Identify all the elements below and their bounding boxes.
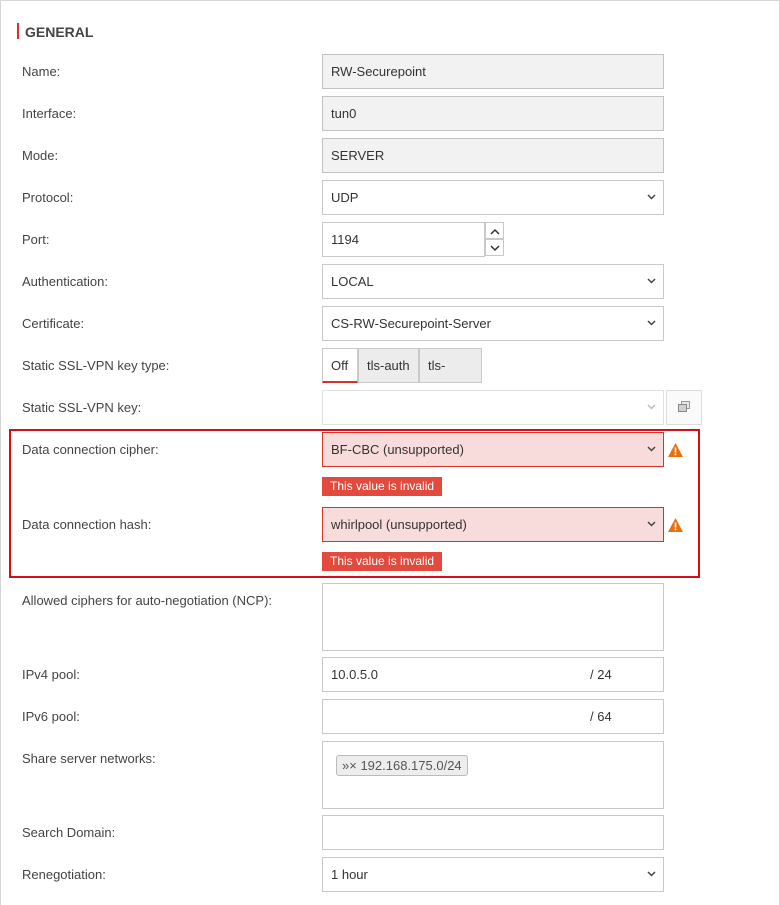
authentication-value: LOCAL: [331, 274, 374, 289]
section-title: GENERAL: [17, 23, 93, 39]
interface-field[interactable]: tun0: [322, 96, 664, 131]
ipv4-prefix-length[interactable]: / 24: [590, 667, 612, 682]
port-input[interactable]: 1194: [322, 222, 485, 257]
renegotiation-label: Renegotiation:: [22, 867, 106, 882]
cipher-value: BF-CBC (unsupported): [331, 442, 464, 457]
chevron-down-icon: [647, 858, 656, 891]
chevron-down-icon: [647, 508, 656, 541]
warning-icon: [667, 517, 684, 533]
chevron-down-icon: [647, 265, 656, 298]
copy-key-button[interactable]: [666, 390, 702, 425]
ipv6-pool-input[interactable]: [322, 699, 664, 734]
ncp-field[interactable]: [322, 583, 664, 651]
chevron-down-icon: [647, 307, 656, 340]
interface-label: Interface:: [22, 106, 77, 121]
ipv6-pool-label: IPv6 pool:: [22, 709, 80, 724]
cipher-select[interactable]: [322, 432, 664, 467]
share-networks-label: Share server networks:: [22, 751, 156, 766]
renegotiation-value: 1 hour: [331, 867, 368, 882]
hash-select[interactable]: [322, 507, 664, 542]
ipv6-prefix-length[interactable]: / 64: [590, 709, 612, 724]
key-type-tls-auth-button[interactable]: tls-auth: [358, 348, 419, 383]
renegotiation-select[interactable]: [322, 857, 664, 892]
certificate-value: CS-RW-Securepoint-Server: [331, 316, 491, 331]
hash-value: whirlpool (unsupported): [331, 517, 467, 532]
certificate-label: Certificate:: [22, 316, 85, 331]
port-label: Port:: [22, 232, 50, 247]
port-decrement-button[interactable]: [485, 239, 504, 256]
static-key-label: Static SSL-VPN key:: [22, 400, 142, 415]
authentication-select[interactable]: [322, 264, 664, 299]
static-key-select[interactable]: [322, 390, 664, 425]
name-label: Name:: [22, 64, 61, 79]
chevron-down-icon: [647, 391, 656, 424]
ipv4-pool-label: IPv4 pool:: [22, 667, 80, 682]
chevron-down-icon: [490, 240, 500, 255]
tag-remove-icon[interactable]: »×: [342, 758, 357, 773]
chevron-down-icon: [647, 433, 656, 466]
port-increment-button[interactable]: [485, 222, 504, 239]
ncp-label: Allowed ciphers for auto-negotiation (NCP):: [22, 593, 273, 608]
protocol-select[interactable]: [322, 180, 664, 215]
search-domain-label: Search Domain:: [22, 825, 116, 840]
chevron-up-icon: [490, 223, 500, 238]
ipv4-pool-input[interactable]: 10.0.5.0: [322, 657, 664, 692]
hash-error-badge: This value is invalid: [322, 552, 442, 571]
name-field[interactable]: RW-Securepoint: [322, 54, 664, 89]
chevron-down-icon: [647, 181, 656, 214]
search-domain-input[interactable]: [322, 815, 664, 850]
certificate-select[interactable]: [322, 306, 664, 341]
network-tag[interactable]: [336, 755, 468, 776]
mode-label: Mode:: [22, 148, 59, 163]
cipher-error-badge: This value is invalid: [322, 477, 442, 496]
network-tag-value: 192.168.175.0/24: [360, 758, 462, 773]
authentication-label: Authentication:: [22, 274, 109, 289]
key-type-off-button[interactable]: Off: [322, 348, 358, 383]
copy-icon: [678, 400, 690, 415]
protocol-label: Protocol:: [22, 190, 74, 205]
mode-field[interactable]: SERVER: [322, 138, 664, 173]
key-type-label: Static SSL-VPN key type:: [22, 358, 170, 373]
key-type-tls-crypt-button[interactable]: tls-: [419, 348, 482, 383]
warning-icon: [667, 442, 684, 458]
protocol-value: UDP: [331, 190, 359, 205]
hash-label: Data connection hash:: [22, 517, 152, 532]
cipher-label: Data connection cipher:: [22, 442, 159, 457]
